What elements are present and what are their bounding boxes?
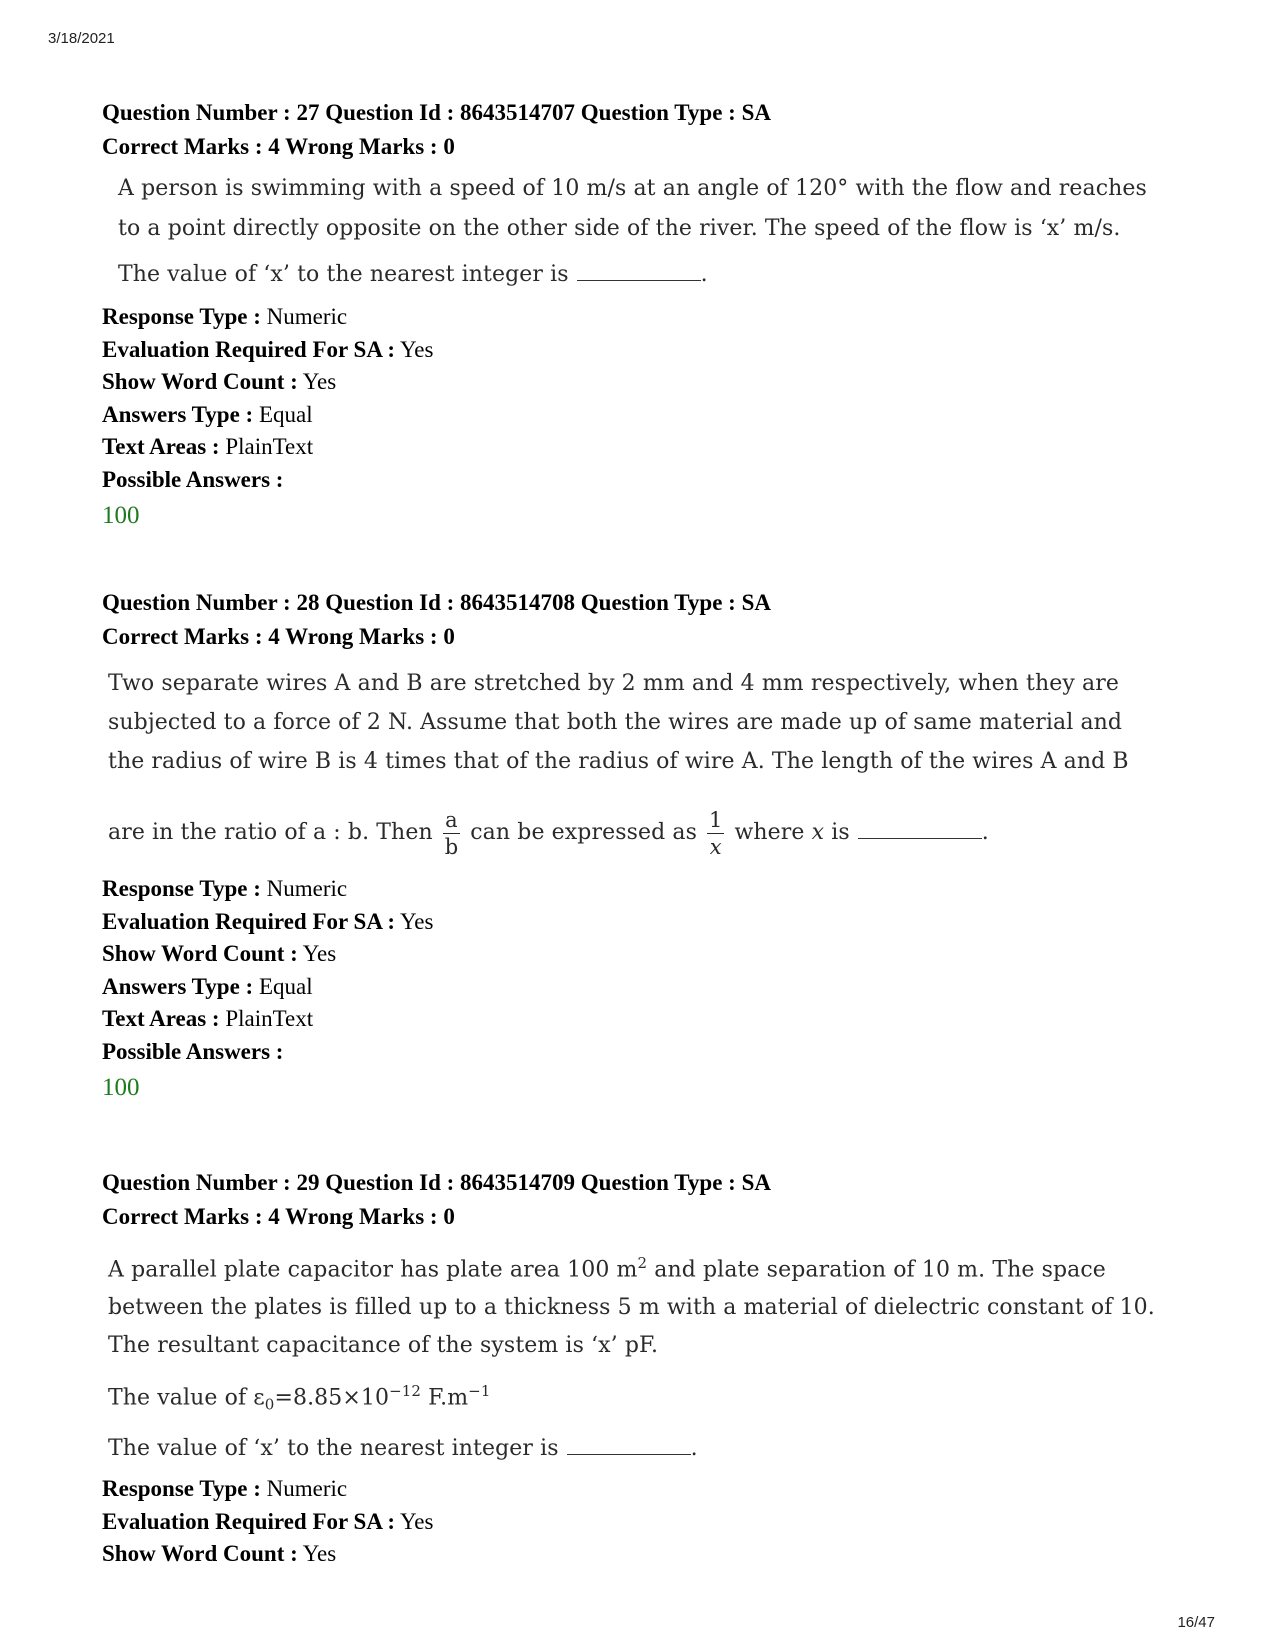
fraction-a-over-b [443,807,461,860]
meta-key: Evaluation Required For SA : [102,336,396,362]
response-type-row [102,1473,1212,1506]
possible-answers-row [102,464,1212,497]
evaluation-row [102,906,1212,939]
stem-line [108,1369,1212,1427]
stem-text: F.m [421,1385,469,1411]
question-meta [102,301,1212,534]
stem-line: the radius of wire B is 4 times that of the radius of wire A. The length of the wires A and B [108,749,1129,774]
stem-text: are in the ratio of a : b. Then [108,820,433,845]
stem-text: and plate separation of 10 m. The space [647,1257,1106,1283]
fraction-denominator: x [709,834,722,859]
stem-line: to a point directly opposite on the other side of the river. The speed of the flow is ‘x’ m/s. [118,216,1121,241]
meta-key: Answers Type : [102,973,254,999]
stem-line: The resultant capacitance of the system is ‘x’ pF. [108,1333,659,1359]
question-stem [108,1244,1212,1471]
answers-type-row [102,399,1212,432]
question-stem [118,169,1212,295]
question-28 [102,586,1212,1106]
meta-key: Text Areas : [102,434,220,459]
meta-value: Equal [258,401,313,427]
page-date: 3/18/2021 [48,30,115,47]
fraction-numerator: 1 [709,807,723,832]
stem-line: The value of ‘x’ to the nearest integer is . [108,1436,698,1462]
subscript: 0 [264,1396,275,1415]
stem-text: The value of ‘x’ to the nearest integer is [108,1436,559,1462]
meta-value: Numeric [266,1476,348,1502]
question-stem [108,664,1212,863]
fraction-denominator: b [444,834,459,859]
meta-key: Show Word Count : [102,1541,298,1567]
stem-variable: x [811,820,825,845]
meta-value: Yes [400,336,434,362]
meta-value: Numeric [266,304,348,329]
possible-answer: 100 [102,1074,140,1101]
meta-key: Evaluation Required For SA : [102,1508,396,1534]
meta-key: Possible Answers : [102,1038,284,1064]
response-type-row [102,873,1212,906]
stem-line: Two separate wires A and B are stretched by 2 mm and 4 mm respectively, when they are [108,671,1119,696]
possible-answer: 100 [102,502,140,529]
superscript: 2 [637,1254,648,1272]
meta-key: Response Type : [102,1476,261,1502]
meta-value: Yes [302,941,337,966]
answer-blank [858,837,982,839]
meta-key: Response Type : [102,876,261,901]
meta-value: PlainText [225,1006,314,1031]
meta-value: Numeric [266,876,348,901]
question-meta [102,873,1212,1106]
response-type-row [102,301,1212,334]
stem-text: where [734,820,805,845]
question-marks: Correct Marks : 4 Wrong Marks : 0 [102,134,455,159]
question-header: Question Number : 29 Question Id : 8643514709 Question Type : SA [102,1170,771,1195]
stem-line [108,1244,1212,1289]
question-header: Question Number : 27 Question Id : 8643514707 Question Type : SA [102,100,771,125]
evaluation-row [102,1506,1212,1539]
word-count-row [102,366,1212,399]
meta-key: Evaluation Required For SA : [102,908,396,934]
meta-key: Text Areas : [102,1006,220,1031]
question-29 [102,1166,1212,1571]
meta-value: Yes [302,369,337,394]
meta-value: PlainText [225,434,314,459]
word-count-row [102,1538,1212,1571]
question-marks: Correct Marks : 4 Wrong Marks : 0 [102,624,455,649]
stem-text: The value of ε [108,1385,265,1411]
evaluation-row [102,334,1212,367]
stem-line: A person is swimming with a speed of 10 m/s at an angle of 120° with the flow and reaches [118,176,1147,201]
text-areas-row [102,431,1212,464]
superscript: −12 [389,1382,422,1401]
meta-value: Equal [258,973,313,999]
meta-key: Response Type : [102,304,261,329]
superscript: −1 [468,1382,491,1401]
stem-text: A parallel plate capacitor has plate area 100 m [108,1257,638,1283]
word-count-row [102,938,1212,971]
possible-answers-row [102,1036,1212,1069]
answer-blank [567,1453,691,1455]
stem-text: is [831,820,850,845]
stem-line: between the plates is filled up to a thickness 5 m with a material of dielectric constant of 10. [108,1295,1155,1321]
meta-key: Possible Answers : [102,466,284,492]
stem-text: The value of ‘x’ to the nearest integer is [118,262,569,287]
meta-value: Yes [400,908,434,934]
meta-key: Show Word Count : [102,941,298,966]
stem-line: subjected to a force of 2 N. Assume that both the wires are made up of same material and [108,710,1123,735]
meta-value: Yes [302,1541,337,1567]
fraction-one-over-x [707,807,724,860]
question-27 [102,96,1212,534]
question-marks: Correct Marks : 4 Wrong Marks : 0 [102,1204,455,1229]
meta-value: Yes [400,1508,434,1534]
meta-key: Answers Type : [102,401,254,427]
page-number: 16/47 [1177,1614,1215,1631]
stem-text: =8.85×10 [274,1385,390,1411]
stem-line: The value of ‘x’ to the nearest integer is . [118,262,708,287]
answers-type-row [102,971,1212,1004]
question-meta [102,1473,1212,1571]
stem-line: are in the ratio of a : b. Then $\frac{a}{b}$ can be expressed as $\frac{1}{x}$ where x is . [108,807,989,859]
answer-blank [577,279,701,281]
question-header: Question Number : 28 Question Id : 8643514708 Question Type : SA [102,590,771,615]
stem-text: can be expressed as [470,820,697,845]
fraction-numerator: a [443,807,461,834]
text-areas-row [102,1003,1212,1036]
meta-key: Show Word Count : [102,369,298,394]
